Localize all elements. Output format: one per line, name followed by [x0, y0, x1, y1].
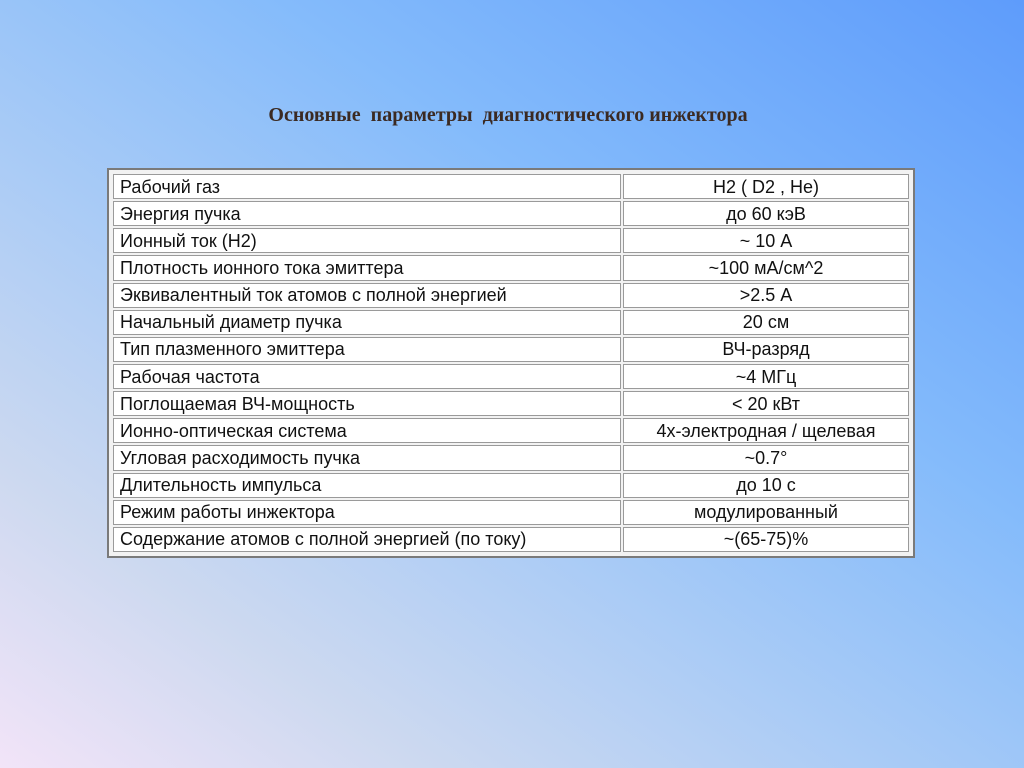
- param-name: Энергия пучка: [113, 201, 621, 226]
- param-value: ~100 мА/см^2: [623, 255, 909, 280]
- param-name: Тип плазменного эмиттера: [113, 337, 621, 362]
- parameters-table: [111, 172, 911, 554]
- table-row: [113, 228, 909, 253]
- table-row: [113, 364, 909, 389]
- param-name: Режим работы инжектора: [113, 500, 621, 525]
- param-name: Рабочая частота: [113, 364, 621, 389]
- table-row: [113, 337, 909, 362]
- param-value: ~ 10 А: [623, 228, 909, 253]
- param-value: ~4 МГц: [623, 364, 909, 389]
- table-row: [113, 255, 909, 280]
- table-row: [113, 500, 909, 525]
- table-row: [113, 310, 909, 335]
- param-name: Рабочий газ: [113, 174, 621, 199]
- table-row: [113, 174, 909, 199]
- table-row: [113, 418, 909, 443]
- param-value: >2.5 А: [623, 283, 909, 308]
- param-value: ~0.7°: [623, 445, 909, 470]
- param-value: ~(65-75)%: [623, 527, 909, 552]
- table-row: [113, 201, 909, 226]
- param-value: 4х-электродная / щелевая: [623, 418, 909, 443]
- param-name: Поглощаемая ВЧ-мощность: [113, 391, 621, 416]
- param-name: Угловая расходимость пучка: [113, 445, 621, 470]
- param-value: до 60 кэВ: [623, 201, 909, 226]
- table-row: [113, 391, 909, 416]
- table-row: [113, 473, 909, 498]
- param-value: ВЧ-разряд: [623, 337, 909, 362]
- param-name: Начальный диаметр пучка: [113, 310, 621, 335]
- param-name: Плотность ионного тока эмиттера: [113, 255, 621, 280]
- slide-title: Основные параметры диагностического инжектора: [268, 104, 748, 126]
- param-value: < 20 кВт: [623, 391, 909, 416]
- param-value: модулированный: [623, 500, 909, 525]
- param-value: до 10 с: [623, 473, 909, 498]
- param-name: Содержание атомов с полной энергией (по току): [113, 527, 621, 552]
- table-row: [113, 527, 909, 552]
- param-name: Ионный ток (H2): [113, 228, 621, 253]
- table-row: [113, 283, 909, 308]
- param-name: Ионно-оптическая система: [113, 418, 621, 443]
- param-name: Длительность импульса: [113, 473, 621, 498]
- param-value: 20 см: [623, 310, 909, 335]
- param-name: Эквивалентный ток атомов с полной энергией: [113, 283, 621, 308]
- table-row: [113, 445, 909, 470]
- param-value: H2 ( D2 , He): [623, 174, 909, 199]
- parameters-table-frame: [107, 168, 915, 558]
